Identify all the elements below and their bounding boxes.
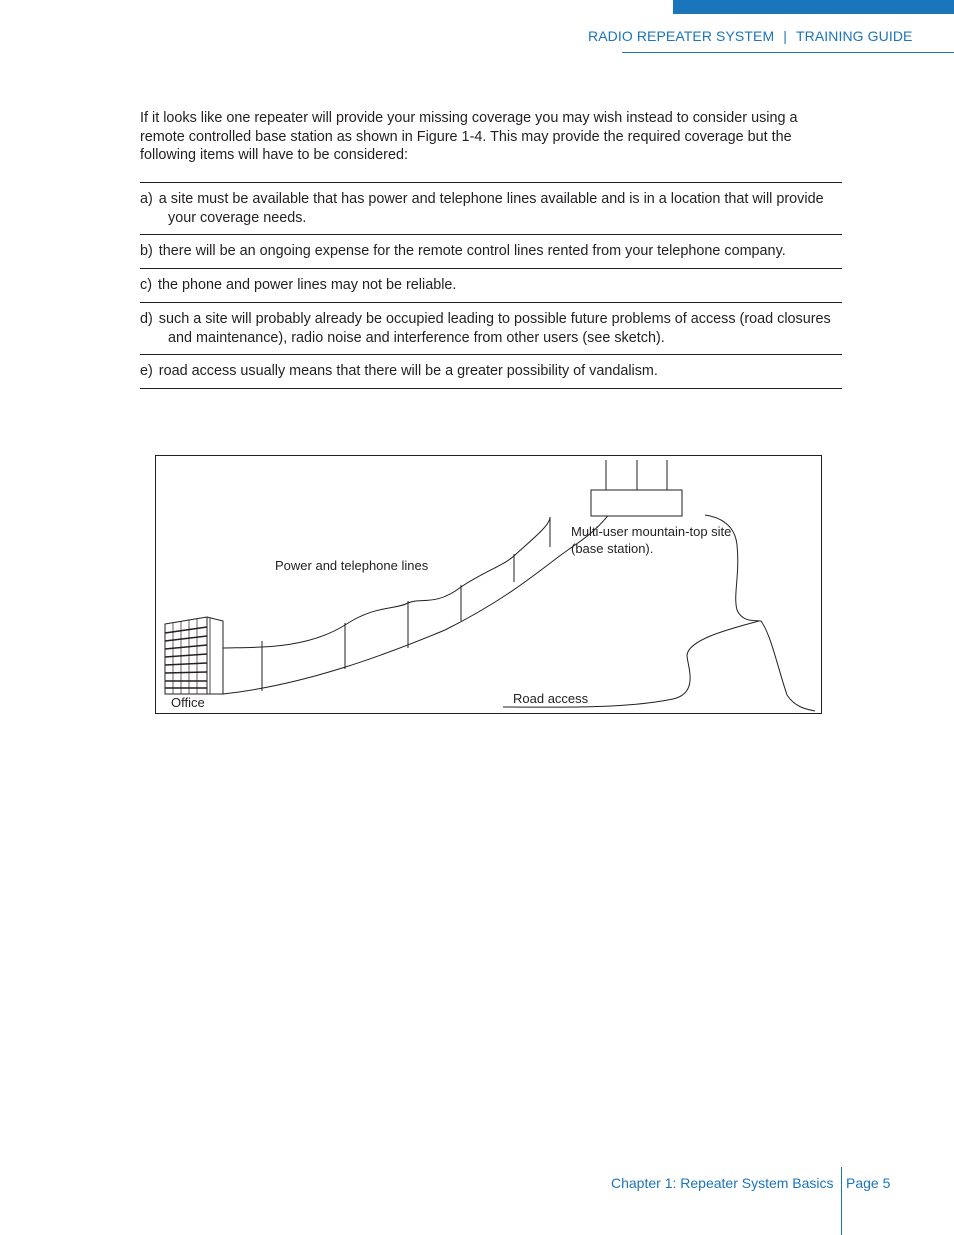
list-item xyxy=(140,234,842,268)
page-number: Page 5 xyxy=(846,1175,891,1191)
footer-rule xyxy=(841,1167,842,1235)
item-text: road access usually means that there will be a greater possibility of vandalism. xyxy=(158,363,658,380)
header-title: RADIO REPEATER SYSTEM xyxy=(588,28,775,44)
list-item xyxy=(140,354,842,389)
item-letter: b) xyxy=(140,243,153,260)
item-letter: c) xyxy=(140,277,152,294)
mountain-site-label: Multi-user mountain-top site (base station). xyxy=(571,524,732,556)
list-item xyxy=(140,268,842,302)
header-separator: | xyxy=(783,28,787,44)
considerations-list xyxy=(140,182,842,389)
running-header xyxy=(588,28,913,44)
item-text: a site must be available that has power and telephone lines available and is in a location that will provide your coverage needs. xyxy=(158,191,824,226)
intro-paragraph: If it looks like one repeater will provide your missing coverage you may wish instead to consider using a remote controlled base station as shown in Figure 1-4. This may provide the required coverage but the following items will have to be considered: xyxy=(140,110,798,164)
header-subtitle: TRAINING GUIDE xyxy=(795,28,913,44)
mountain-sketch xyxy=(155,455,822,714)
header-rule xyxy=(622,52,954,53)
item-letter: e) xyxy=(140,363,153,380)
office-building xyxy=(165,617,223,694)
item-text: such a site will probably already be occupied leading to possible future problems of access (road closures and maintenance), radio noise and interference from other users (see sketch). xyxy=(158,310,831,346)
list-item xyxy=(140,182,842,234)
figure-frame xyxy=(156,456,822,714)
list-item xyxy=(140,302,842,354)
footer-chapter: Chapter 1: Repeater System Basics xyxy=(611,1175,834,1191)
power-lines-label: Power and telephone lines xyxy=(275,558,429,573)
item-letter: d) xyxy=(140,310,153,327)
item-text: the phone and power lines may not be reliable. xyxy=(158,277,457,294)
base-station-figure xyxy=(155,455,822,714)
power-lines xyxy=(222,517,550,648)
item-letter: a) xyxy=(140,191,153,207)
header-accent-bar xyxy=(673,0,954,14)
base-station-building xyxy=(591,490,682,516)
office-label: Office xyxy=(171,695,205,710)
road-access-label: Road access xyxy=(513,691,589,706)
item-text: there will be an ongoing expense for the remote control lines rented from your telephone company. xyxy=(158,243,786,260)
